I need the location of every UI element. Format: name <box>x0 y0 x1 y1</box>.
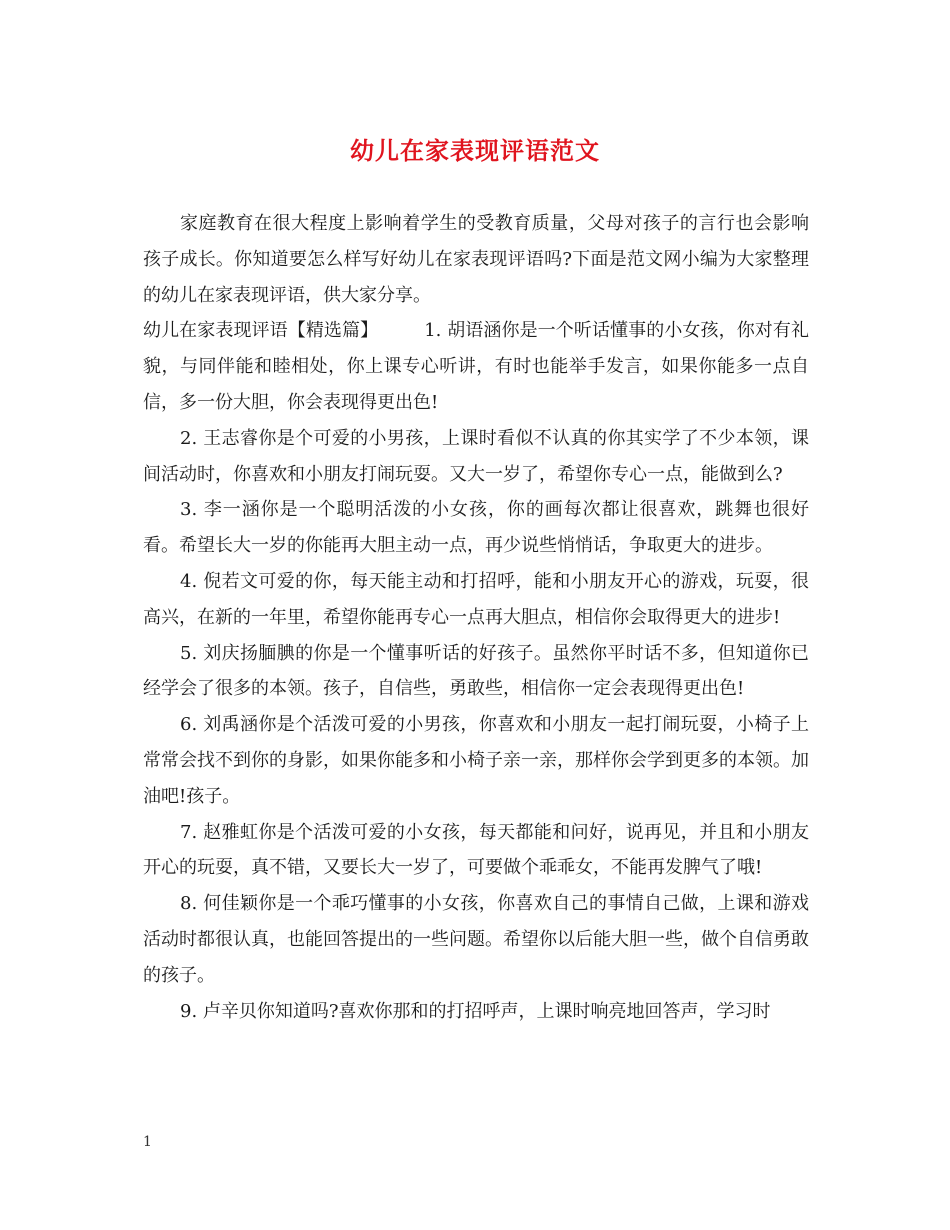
comment-item-3: 3. 李一涵你是一个聪明活泼的小女孩，你的画每次都让很喜欢，跳舞也很好看。希望长大一岁的你能再大胆主动一点，再少说些悄悄话，争取更大的进步。 <box>143 499 809 557</box>
comment-item-7: 7. 赵雅虹你是个活泼可爱的小女孩，每天都能和问好，说再见，并且和小朋友开心的玩耍，真不错，又要长大一岁了，可要做个乖乖女，不能再发脾气了哦! <box>143 821 809 879</box>
comment-item-4: 4. 倪若文可爱的你，每天能主动和打招呼，能和小朋友开心的游戏，玩耍，很高兴，在新的一年里，希望你能再专心一点再大胆点，相信你会取得更大的进步! <box>143 570 809 628</box>
comment-item-8: 8. 何佳颖你是一个乖巧懂事的小女孩，你喜欢自己的事情自己做，上课和游戏活动时都很认真，也能回答提出的一些问题。希望你以后能大胆一些，做个自信勇敢的孩子。 <box>143 893 809 986</box>
comment-item-2: 2. 王志睿你是个可爱的小男孩，上课时看似不认真的你其实学了不少本领，课间活动时，你喜欢和小朋友打闹玩耍。又大一岁了，希望你专心一点，能做到么? <box>143 427 809 485</box>
intro-paragraph: 家庭教育在很大程度上影响着学生的受教育质量，父母对孩子的言行也会影响孩子成长。你知道要怎么样写好幼儿在家表现评语吗?下面是范文网小编为大家整理的幼儿在家表现评语，供大家分享。 <box>143 213 809 306</box>
comment-item-5: 5. 刘庆扬腼腆的你是一个懂事听话的好孩子。虽然你平时话不多，但知道你已经学会了很多的本领。孩子，自信些，勇敢些，相信你一定会表现得更出色! <box>143 642 809 700</box>
page-number: 1 <box>143 1134 152 1150</box>
document-title: 幼儿在家表现评语范文 <box>350 136 600 165</box>
comment-item-9: 9. 卢辛贝你知道吗?喜欢你那和的打招呼声，上课时响亮地回答声，学习时 <box>180 1000 771 1022</box>
section-paragraph <box>143 313 809 420</box>
document-body <box>143 206 809 1029</box>
comment-item-1: 1. 胡语涵你是一个听话懂事的小女孩，你对有礼貌，与同伴能和睦相处，你上课专心听讲，有时也能举手发言，如果你能多一点自信，多一份大胆，你会表现得更出色! <box>143 320 809 413</box>
comment-item-6: 6. 刘禹涵你是个活泼可爱的小男孩，你喜欢和小朋友一起打闹玩耍，小椅子上常常会找不到你的身影，如果你能多和小椅子亲一亲，那样你会学到更多的本领。加油吧!孩子。 <box>143 714 809 807</box>
section-heading: 幼儿在家表现评语【精选篇】 <box>143 320 379 342</box>
